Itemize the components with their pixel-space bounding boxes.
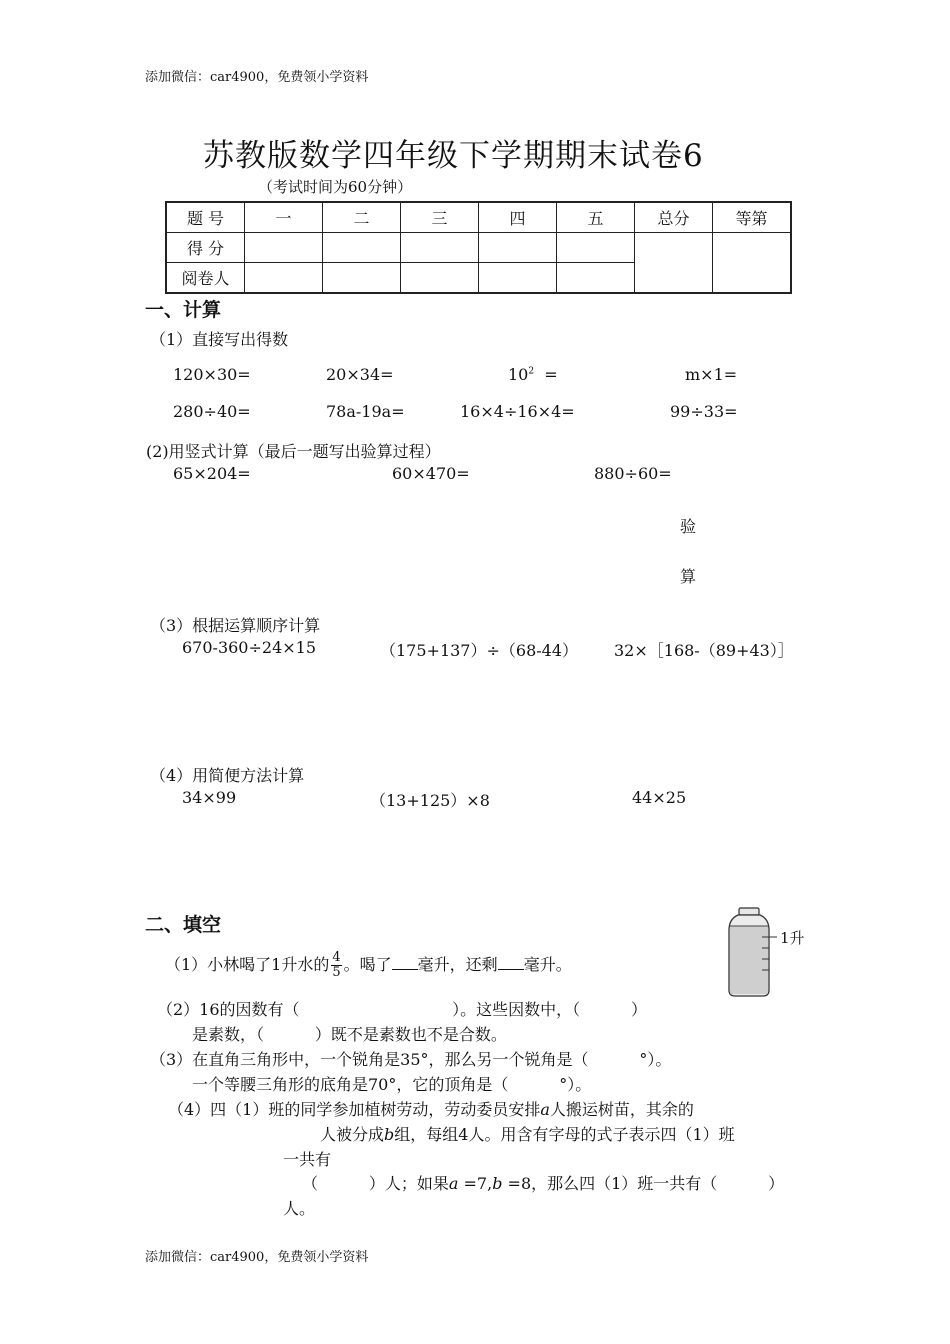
q4-item: （13+125）×8: [370, 791, 490, 810]
fraction-numerator: 4: [332, 950, 341, 965]
grader-cell[interactable]: [323, 263, 401, 294]
q4-item: 44×25: [632, 788, 687, 807]
q2-item: 65×204=: [173, 464, 251, 483]
grader-cell[interactable]: [557, 263, 635, 294]
q3-item: 670-360÷24×15: [182, 638, 317, 657]
s2-q4-line4: [302, 1171, 784, 1194]
s2-q1-mid1: 。喝了: [343, 955, 392, 974]
score-header-cell: 四: [479, 202, 557, 233]
score-table: [165, 201, 792, 294]
power-base: 10: [508, 365, 529, 384]
water-bottle-icon: [726, 906, 782, 998]
q1-item: 280÷40=: [173, 402, 251, 421]
q1-item: m×1=: [685, 365, 738, 384]
score-header-cell: 总分: [635, 202, 713, 233]
page-title: 苏教版数学四年级下学期期末试卷6: [203, 138, 704, 174]
q2-item: 880÷60=: [594, 464, 672, 483]
s2-q4-line2: [320, 1122, 735, 1145]
score-header-cell: 五: [557, 202, 635, 233]
s2-q4-line1: [168, 1097, 694, 1120]
s2-q4-line2-b: 组，每组4人。用含有字母的式子表示四（1）班: [394, 1125, 735, 1144]
answer-blank[interactable]: [392, 955, 418, 970]
q2-item: 60×470=: [392, 464, 470, 483]
q2-label: (2)用竖式计算（最后一题写出验算过程）: [146, 442, 441, 461]
score-row-label: 得 分: [166, 233, 245, 263]
q4-item: 34×99: [182, 788, 237, 807]
s2-q1-pre: （1）小林喝了1升水的: [165, 955, 330, 974]
q1-item: 99÷33=: [670, 402, 738, 421]
bottle-label: 1升: [780, 929, 805, 947]
check-label-1: 验: [680, 517, 697, 536]
check-label-2: 算: [680, 567, 697, 586]
s2-q1-end: 毫升。: [523, 955, 572, 974]
fraction: [331, 951, 341, 980]
s2-q2-line2: 是素数，（ ）既不是素数也不是合数。: [192, 1025, 507, 1044]
section2-heading: 二、填空: [145, 914, 222, 936]
var-b: b: [492, 1174, 503, 1193]
q3-item: 32×［168-（89+43）］: [614, 641, 794, 660]
grader-cell[interactable]: [245, 263, 323, 294]
s2-q1-mid2: 毫升，还剩: [417, 955, 498, 974]
q4-label: （4）用简便方法计算: [150, 766, 305, 785]
score-cell[interactable]: [245, 233, 323, 263]
s2-q1: [165, 943, 572, 987]
q3-item: （175+137）÷（68-44）: [380, 641, 579, 660]
page-subtitle: （考试时间为60分钟）: [258, 178, 413, 196]
grader-cell[interactable]: [401, 263, 479, 294]
var-a: a: [448, 1174, 459, 1193]
score-cell[interactable]: [401, 233, 479, 263]
s2-q4-line4-a: （ ）人；如果: [302, 1174, 449, 1193]
score-header-cell: 等第: [713, 202, 792, 233]
s2-q4-line1-a: （4）四（1）班的同学参加植树劳动，劳动委员安排: [168, 1100, 541, 1119]
score-cell[interactable]: [323, 233, 401, 263]
answer-blank[interactable]: [498, 955, 524, 970]
var-a: a: [540, 1100, 550, 1119]
header-note: 添加微信：car4900，免费领小学资料: [145, 70, 369, 85]
s2-q4-line4-c: =8，那么四（1）班一共有（ ）: [507, 1174, 785, 1193]
total-score-cell[interactable]: [635, 233, 713, 294]
q1-item: 16×4÷16×4=: [460, 402, 575, 421]
q1-item: 78a-19a=: [326, 402, 405, 421]
s2-q4-line5: 人。: [283, 1199, 316, 1218]
s2-q4-line3: 一共有: [283, 1150, 332, 1169]
score-cell[interactable]: [479, 233, 557, 263]
q1-item-power: [508, 365, 558, 384]
score-header-cell: 一: [245, 202, 323, 233]
score-header-cell: 题 号: [166, 202, 245, 233]
q1-item: 120×30=: [173, 365, 251, 384]
s2-q2-line1: （2）16的因数有（ ）。这些因数中，（ ）: [157, 1000, 647, 1019]
grade-cell[interactable]: [713, 233, 792, 294]
q3-label: （3）根据运算顺序计算: [150, 616, 321, 635]
score-header-cell: 二: [323, 202, 401, 233]
q1-item: 20×34=: [326, 365, 394, 384]
s2-q4-line4-b: =7,: [463, 1174, 493, 1193]
q1-label: （1）直接写出得数: [150, 330, 289, 349]
s2-q3-line1: （3）在直角三角形中，一个锐角是35°，那么另一个锐角是（ °）。: [150, 1050, 672, 1069]
power-exponent: 2: [528, 366, 535, 377]
s2-q4-line1-b: 人搬运树苗，其余的: [549, 1100, 694, 1119]
fraction-denominator: 5: [332, 965, 341, 980]
footer-note: 添加微信：car4900，免费领小学资料: [145, 1250, 369, 1265]
score-header-cell: 三: [401, 202, 479, 233]
section1-heading: 一、计算: [145, 299, 222, 321]
var-b: b: [384, 1125, 395, 1144]
score-cell[interactable]: [557, 233, 635, 263]
grader-cell[interactable]: [479, 263, 557, 294]
s2-q3-line2: 一个等腰三角形的底角是70°，它的顶角是（ °）。: [192, 1075, 592, 1094]
score-row-label: 阅卷人: [166, 263, 245, 294]
power-equals: =: [544, 365, 558, 384]
s2-q4-line2-a: 人被分成: [320, 1125, 385, 1144]
